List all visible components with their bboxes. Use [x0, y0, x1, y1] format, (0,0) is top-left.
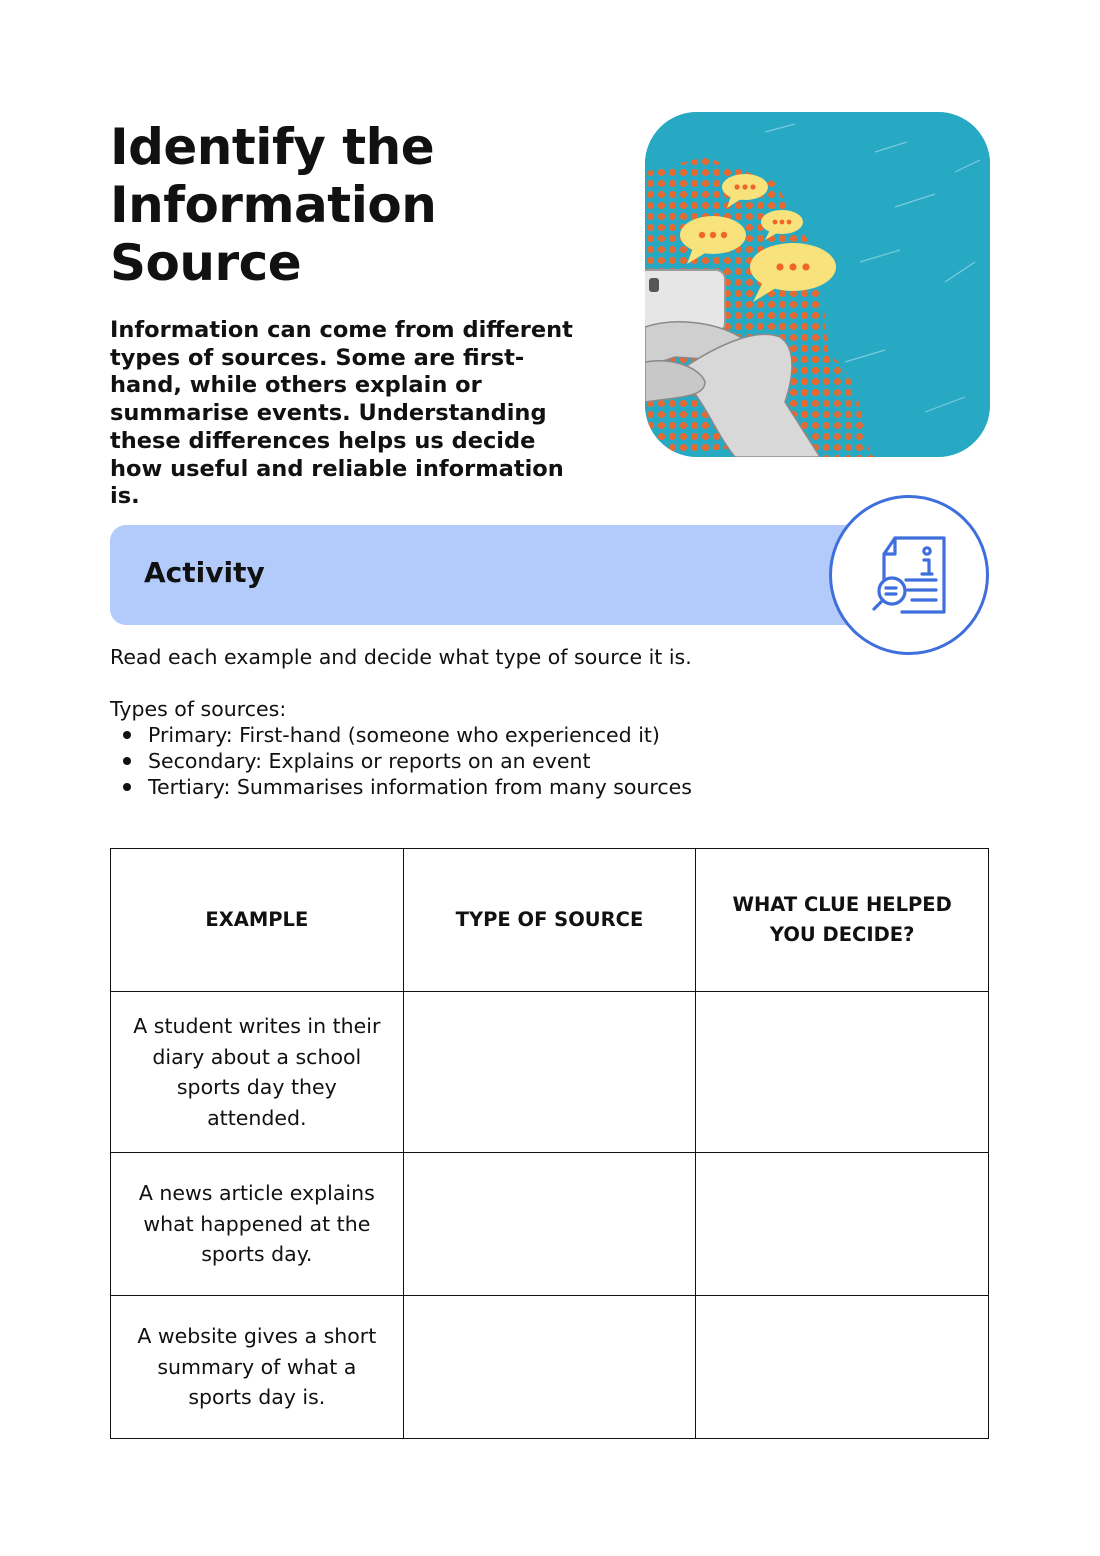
types-list [110, 722, 692, 800]
column-header-type: TYPE OF SOURCE [403, 849, 696, 992]
sources-table [110, 848, 989, 1439]
title-line: Identify the [110, 118, 435, 176]
activity-heading: Activity [144, 556, 265, 589]
column-header-clue: WHAT CLUE HELPED YOU DECIDE? [696, 849, 989, 992]
intro-paragraph: Information can come from different types of sources. Some are first-hand, while others explain or summarise events. Understanding these differences helps us decide how useful and reliable information is. [110, 317, 573, 510]
example-cell: A website gives a short summary of what a sports day is. [111, 1296, 404, 1439]
list-item: Secondary: Explains or reports on an event [110, 748, 692, 774]
column-header-example: EXAMPLE [111, 849, 404, 992]
list-item: Tertiary: Summarises information from many sources [110, 774, 692, 800]
table-header-row [111, 849, 989, 992]
clue-answer-cell[interactable] [696, 992, 989, 1153]
types-label: Types of sources: [110, 697, 287, 721]
table-row [111, 992, 989, 1153]
example-cell: A student writes in their diary about a school sports day they attended. [111, 992, 404, 1153]
phone-with-chat-bubbles-image [645, 112, 990, 457]
clue-answer-cell[interactable] [696, 1153, 989, 1296]
activity-instructions: Read each example and decide what type of source it is. [110, 645, 692, 669]
type-answer-cell[interactable] [403, 992, 696, 1153]
type-answer-cell[interactable] [403, 1296, 696, 1439]
table-row [111, 1296, 989, 1439]
table-row [111, 1153, 989, 1296]
list-item: Primary: First-hand (someone who experienced it) [110, 722, 692, 748]
page-title [110, 118, 580, 292]
title-line: Information [110, 176, 437, 234]
activity-banner [110, 525, 900, 625]
title-line: Source [110, 234, 302, 292]
type-answer-cell[interactable] [403, 1153, 696, 1296]
document-info-search-icon [829, 495, 989, 655]
clue-answer-cell[interactable] [696, 1296, 989, 1439]
example-cell: A news article explains what happened at the sports day. [111, 1153, 404, 1296]
